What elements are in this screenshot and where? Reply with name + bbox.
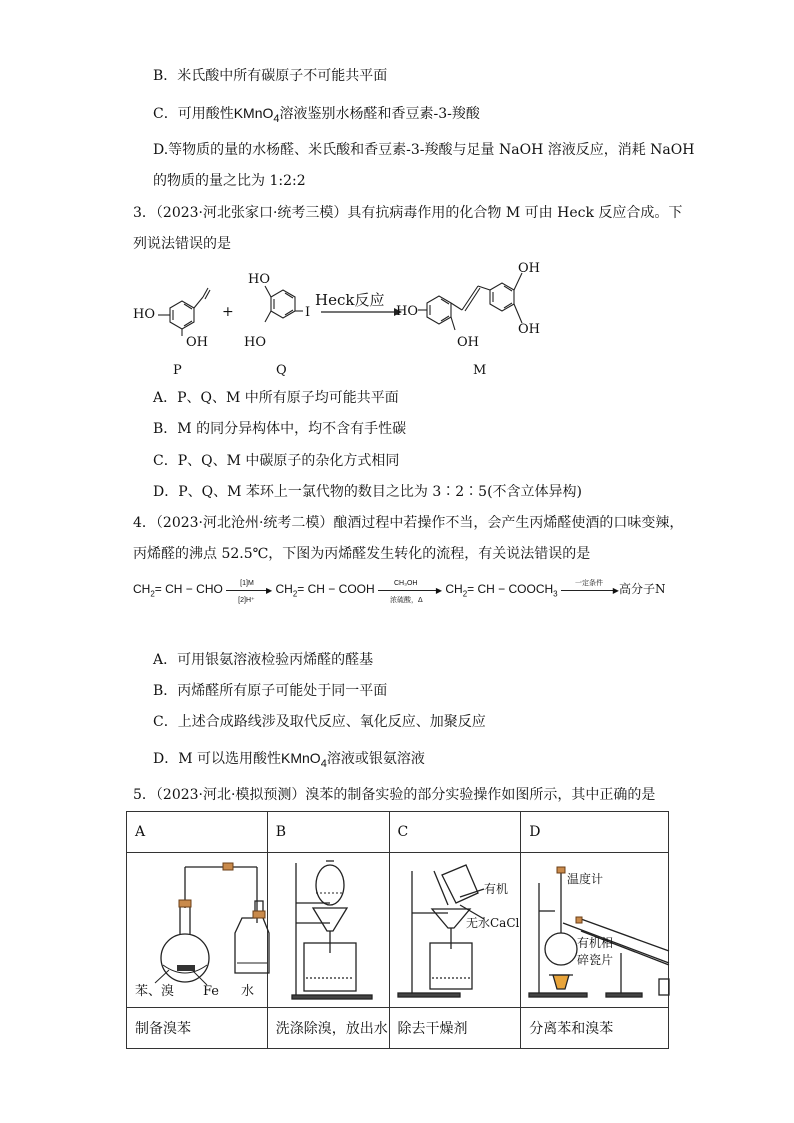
q3-option-d: D．P、Q、M 苯环上一氯代物的数目之比为 3∶2∶5(不含立体异构) [153,484,583,500]
q-iodine: I [305,305,311,320]
q3-option-b: B．M 的同分异构体中，均不含有手性碳 [153,421,407,437]
molecule-m [418,273,522,330]
experiment-table [126,811,669,1049]
svg-text:Fe: Fe [203,984,220,999]
q-ho-bottom: HO [244,335,266,350]
caption-b: 洗涤除溴，放出水 [267,1008,389,1049]
prev-option-d-line1: D.等物质的量的水杨醛、米氏酸和香豆素-3-羧酸与足量 NaOH 溶液反应，消耗 NaOH [153,142,695,158]
q4-option-a: A．可用银氨溶液检验丙烯醛的醛基 [153,652,374,668]
heck-reaction-scheme [0,250,794,390]
m-oh-top-right: OH [518,261,540,276]
prev-option-c-pre: C．可用酸性 [153,106,234,122]
prev-option-c-post: 溶液鉴别水杨醛和香豆素-3-羧酸 [279,106,480,122]
p-ho-label: HO [133,307,155,322]
q3-stem-line1: 3．（2023·河北张家口·统考三模）具有抗病毒作用的化合物 M 可由 Heck 反应合成。下 [133,205,683,221]
heck-arrow-label: Heck反应 [315,291,385,309]
distillation-d [521,853,669,1007]
m-oh-bottom: OH [457,335,479,350]
q3-stem-line2: 列说法错误的是 [133,236,231,252]
svg-text:无水CaCl: 无水CaCl [465,916,519,930]
label-m: M [473,363,487,378]
apparatus-b [267,853,389,1008]
acrolein-flow: $CH_2=$ CH − CHO [1]M ▶ [2]H⁺ $CH_2=$ CH − COOH CH₃OH ▶ 浓硫酸，Δ $CH_2=$ CH − $COOCH_3$ 一定条件 ▶ 高分子N [133,579,666,604]
arrow-1: [1]M ▶ [2]H⁺ [226,583,272,597]
q3-option-c: C．P、Q、M 中碳原子的杂化方式相同 [153,453,400,469]
apparatus-c [389,853,521,1008]
q4-option-b: B．丙烯醛所有原子可能处于同一平面 [153,683,388,699]
molecule-q [265,286,303,322]
molecule-p [158,288,210,336]
m-ho-left: HO [396,304,418,319]
label-q: Q [276,363,287,378]
caption-a: 制备溴苯 [127,1008,268,1049]
plus-sign: + [222,304,234,320]
svg-text:有机相: 有机相 [577,936,614,950]
q4-option-d: D．M 可以选用酸性KMnO$_4$溶液或银氨溶液 [153,750,425,770]
separatory-funnel-b [268,853,390,1007]
filtration-c [390,853,522,1007]
svg-text:温度计: 温度计 [567,872,604,886]
q4-stem-line1: 4．（2023·河北沧州·统考二模）酿酒过程中若操作不当，会产生丙烯醛使酒的口味变辣， [133,515,684,531]
q4-stem-line2: 丙烯醛的沸点 52.5℃，下图为丙烯醛发生转化的流程，有关说法错误的是 [133,546,591,562]
kmno4-formula: KMnO$_4$ [233,105,280,125]
m-oh-bottom-right: OH [518,322,540,337]
prev-option-d-line2: 的物质的量之比为 1:2:2 [153,173,306,189]
prev-option-c [153,104,480,128]
q-oh-top: HO [248,272,270,287]
q4-option-c: C．上述合成路线涉及取代反应、氧化反应、加聚反应 [153,714,486,730]
header-a: A [127,812,268,853]
arrow-2: CH₃OH ▶ 浓硫酸，Δ [378,583,442,597]
label-p: P [173,363,182,378]
caption-c: 除去干燥剂 [389,1008,521,1049]
apparatus-a [127,853,268,1008]
apparatus-d [521,853,669,1008]
prev-option-b: B．米氏酸中所有碳原子不可能共平面 [153,68,388,84]
header-d: D [521,812,669,853]
svg-text:苯、溴: 苯、溴 [135,984,175,999]
svg-text:水: 水 [241,984,255,999]
arrow-3: 一定条件 ▶ [561,583,619,597]
header-b: B [267,812,389,853]
flask-apparatus-a [127,853,268,1007]
q3-option-a: A．P、Q、M 中所有原子均可能共平面 [153,390,399,406]
q5-stem: 5．（2023·河北·模拟预测）溴苯的制备实验的部分实验操作如图所示，其中正确的是 [133,787,656,803]
svg-text:有机: 有机 [483,882,508,896]
header-c: C [389,812,521,853]
svg-text:碎瓷片: 碎瓷片 [577,953,614,967]
p-oh-label: OH [186,335,208,350]
caption-d: 分离苯和溴苯 [521,1008,669,1049]
